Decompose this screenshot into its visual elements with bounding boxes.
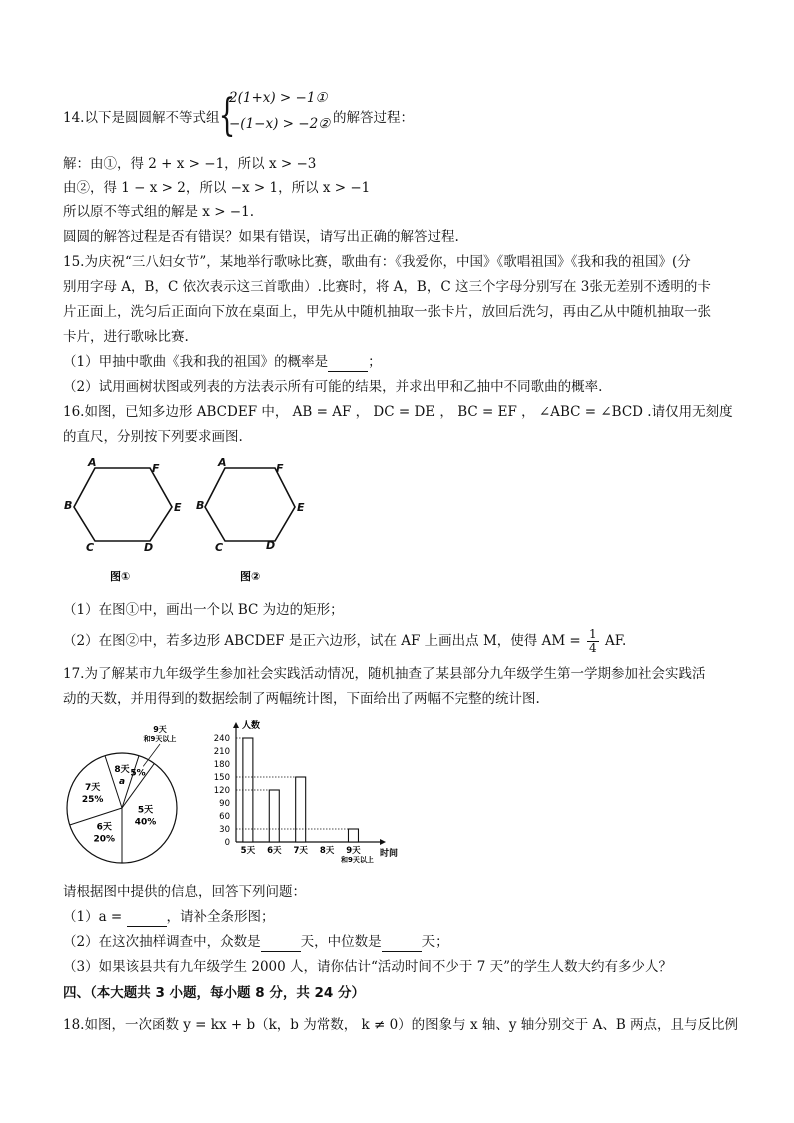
q14-solution-line-1: 解：由①，得 2 + x > −1，所以 x > −3 bbox=[63, 156, 317, 172]
pie-chart bbox=[60, 720, 190, 870]
inequality-2: −(1−x) > −2② bbox=[229, 116, 331, 132]
y-axis-title: 人数 bbox=[242, 721, 261, 731]
section-heading: 四、（本大题共 3 小题，每小题 8 分，共 24 分） bbox=[63, 985, 366, 1001]
q15-line-3: 片正面上，洗匀后正面向下放在桌面上，甲先从中随机抽取一张卡片，放回后洗匀，再由乙从中随机抽取一张 bbox=[63, 304, 711, 320]
x-tick-label: 6天 bbox=[267, 846, 282, 856]
y-tick-label: 120 bbox=[213, 786, 230, 796]
vertex-label-f-1: F bbox=[152, 462, 160, 475]
q15-line-1: 15.为庆祝“三八妇女节”，某地举行歌咏比赛，歌曲有：《我爱你，中国》《歌唱祖国》《我和我的祖国》(分 bbox=[63, 254, 691, 270]
q18-line-1: 18.如图，一次函数 y = kx + b（k，b 为常数， k ≠ 0）的图象与 x 轴、y 轴分别交于 A、B 两点，且与反比例 bbox=[63, 1017, 739, 1033]
vertex-label-e-1: E bbox=[174, 501, 182, 514]
answer-blank[interactable] bbox=[261, 937, 301, 952]
q17-sub1-a: （1）a = bbox=[63, 909, 123, 925]
pie-leader-line bbox=[143, 744, 160, 766]
x-axis-title: 时间 bbox=[380, 849, 399, 859]
q15-sub-2: （2）试用画树状图或列表的方法表示所有可能的结果，并求出甲和乙抽中不同歌曲的概率. bbox=[63, 379, 603, 395]
pie-value-label: 20% bbox=[93, 834, 115, 845]
vertex-label-b-1: B bbox=[64, 499, 73, 512]
fig2-caption: 图② bbox=[240, 570, 261, 583]
q15-line-2: 别用字母 A，B，C 依次表示这三首歌曲）.比赛时，将 A，B，C 这三个字母分别写在 3张无差别不透明的卡 bbox=[63, 279, 711, 295]
q17-sub1-b: ，请补全条形图； bbox=[166, 909, 275, 925]
q17-prompt: 请根据图中提供的信息，回答下列问题： bbox=[63, 884, 306, 900]
fraction-numerator: 1 bbox=[589, 627, 597, 641]
pie-value-label: 25% bbox=[81, 795, 104, 806]
y-tick-label: 60 bbox=[219, 812, 230, 822]
answer-blank[interactable] bbox=[127, 912, 167, 927]
y-tick-label: 210 bbox=[213, 747, 230, 757]
x-tick-label: 9天 bbox=[346, 846, 361, 856]
q15-sub-1 bbox=[63, 352, 382, 372]
pie-category-label: 8天 bbox=[114, 765, 130, 775]
pie-value-label: 40% bbox=[134, 817, 157, 828]
q14-prefix: 14.以下是圆圆解不等式组 bbox=[63, 110, 220, 126]
pie-category-label: 6天 bbox=[96, 822, 112, 833]
bar-chart bbox=[200, 718, 410, 868]
vertex-label-c-2: C bbox=[215, 541, 224, 554]
q15-sub1-end: ； bbox=[368, 354, 382, 370]
pie-value-label: a bbox=[118, 777, 126, 787]
answer-blank[interactable] bbox=[328, 357, 368, 372]
q17-line-2: 动的天数，并用得到的数据绘制了两幅统计图，下面给出了两幅不完整的统计图. bbox=[63, 691, 540, 707]
hexagon-figure-1 bbox=[74, 468, 172, 541]
x-tick-sublabel: 和9天以上 bbox=[341, 856, 374, 864]
q16-line-2: 的直尺，分别按下列要求画图. bbox=[63, 429, 243, 445]
pie-value-label: 5% bbox=[130, 768, 146, 779]
q17-sub-2 bbox=[63, 932, 449, 952]
q16-sub2-end: AF. bbox=[604, 633, 627, 649]
pie-top-label-1: 9天 bbox=[153, 725, 167, 734]
pie-category-label: 5天 bbox=[137, 805, 154, 816]
x-tick-label: 5天 bbox=[240, 846, 256, 856]
q16-sub-1: （1）在图①中，画出一个以 BC 为边的矩形； bbox=[63, 602, 344, 618]
x-axis-arrow bbox=[380, 839, 386, 845]
q17-sub2-a: （2）在这次抽样调查中，众数是 bbox=[63, 934, 261, 950]
vertex-label-a-1: A bbox=[88, 456, 97, 469]
y-tick-label: 0 bbox=[224, 838, 230, 848]
y-tick-label: 180 bbox=[213, 760, 230, 770]
answer-blank[interactable] bbox=[382, 937, 422, 952]
fraction-denominator: 4 bbox=[589, 641, 597, 655]
hexagon-figure-2 bbox=[205, 468, 295, 541]
q17-sub-1 bbox=[63, 907, 275, 927]
vertex-label-e-2: E bbox=[297, 501, 305, 514]
q15-sub1-text: （1）甲抽中歌曲《我和我的祖国》的概率是 bbox=[63, 354, 329, 370]
inequality-1: 2(1+x) > −1① bbox=[229, 90, 328, 106]
fig1-caption: 图① bbox=[110, 570, 131, 583]
y-tick-label: 240 bbox=[213, 734, 230, 744]
q14-question: 圆圆的解答过程是否有错误？如果有错误，请写出正确的解答过程. bbox=[63, 229, 459, 245]
y-tick-label: 150 bbox=[213, 773, 230, 783]
vertex-label-c-1: C bbox=[86, 541, 95, 554]
q17-sub2-c: 天； bbox=[421, 934, 449, 950]
vertex-label-f-2: F bbox=[276, 462, 284, 475]
q16-sub-2 bbox=[63, 628, 626, 655]
q15-line-4: 卡片，进行歌咏比赛. bbox=[63, 329, 189, 345]
y-tick-label: 30 bbox=[219, 825, 230, 835]
q16-sub2-text: （2）在图②中，若多边形 ABCDEF 是正六边形，试在 AF 上画出点 M，使得 AM = bbox=[63, 633, 581, 649]
q17-line-1: 17.为了解某市九年级学生参加社会实践活动情况，随机抽查了某县部分九年级学生第一学期参加社会实践活 bbox=[63, 666, 706, 682]
q17-sub2-b: 天，中位数是 bbox=[300, 934, 382, 950]
vertex-label-d-2: D bbox=[266, 539, 276, 552]
y-axis-arrow bbox=[233, 722, 239, 728]
pie-category-label: 7天 bbox=[84, 783, 101, 794]
q16-line-1: 16.如图，已知多边形 ABCDEF 中， AB = AF ， DC = DE ， BC = EF ， ∠ABC = ∠BCD .请仅用无刻度 bbox=[63, 404, 733, 420]
q16-hexagon-figures bbox=[60, 455, 320, 590]
q17-sub-3: （3）如果该县共有九年级学生 2000 人，请你估计“活动时间不少于 7 天”的学生人数大约有多少人？ bbox=[63, 959, 673, 975]
x-tick-label: 7天 bbox=[293, 846, 308, 856]
fraction-one-quarter bbox=[587, 628, 599, 655]
x-tick-label: 8天 bbox=[319, 846, 335, 856]
vertex-label-a-2: A bbox=[218, 456, 227, 469]
bar bbox=[269, 790, 279, 842]
bar bbox=[296, 777, 306, 842]
vertex-label-b-2: B bbox=[196, 499, 205, 512]
pie-top-label-2: 和9天以上 bbox=[143, 735, 177, 743]
q14-suffix: 的解答过程： bbox=[333, 110, 414, 126]
y-tick-label: 90 bbox=[219, 799, 230, 809]
q14-solution-line-3: 所以原不等式组的解是 x > −1. bbox=[63, 204, 254, 220]
system-brace: { bbox=[218, 90, 236, 141]
vertex-label-d-1: D bbox=[144, 541, 154, 554]
bar bbox=[348, 829, 358, 842]
q14-solution-line-2: 由②，得 1 − x > 2，所以 −x > 1，所以 x > −1 bbox=[63, 180, 371, 196]
